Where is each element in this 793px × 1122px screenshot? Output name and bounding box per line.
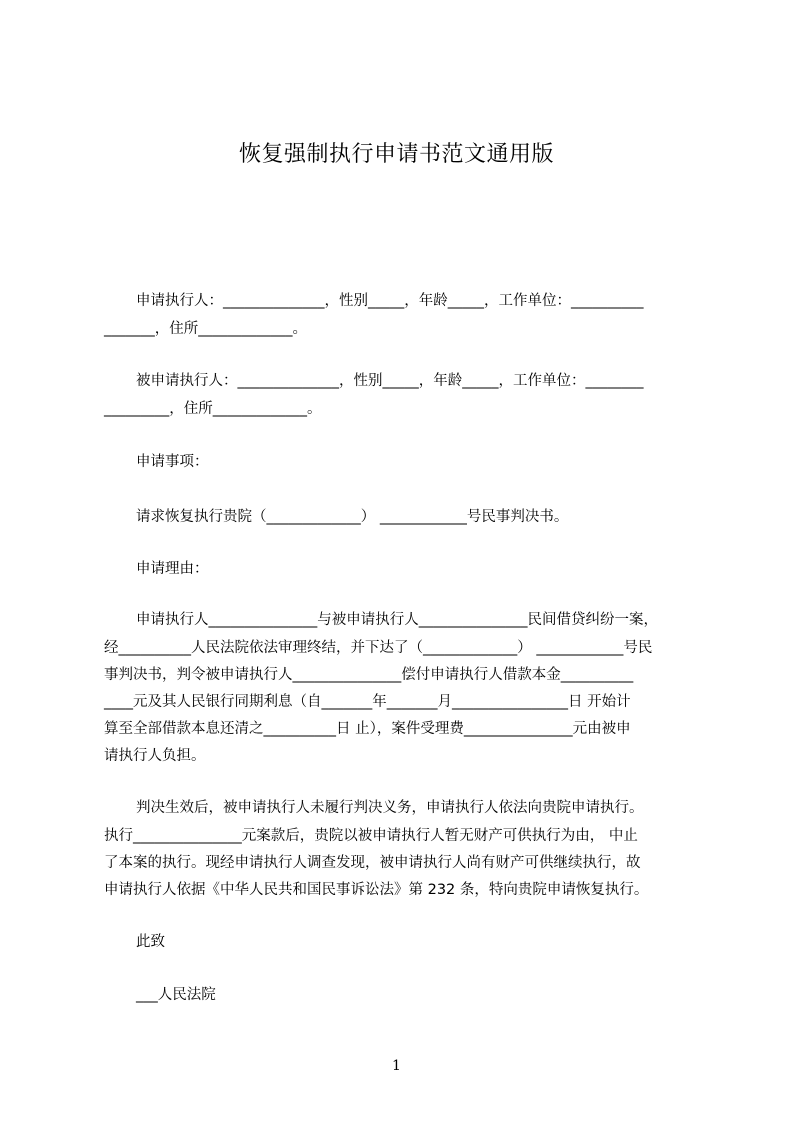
page-number: 1 xyxy=(392,1058,401,1074)
execution-line-4: 申请执行人依据《中华人民共和国民事诉讼法》第 232 条，特向贵院申请恢复执行。 xyxy=(104,882,649,898)
matters-heading: 申请事项： xyxy=(136,454,209,470)
reasons-line-6: 请执行人负担。 xyxy=(104,748,206,764)
applicant-line-2: _______，住所_____________。 xyxy=(104,321,307,337)
closing-salutation: 此致 xyxy=(136,934,165,950)
request-line: 请求恢复执行贵院（_____________） ____________号民事判决书。 xyxy=(136,509,569,525)
execution-line-1: 判决生效后，被申请执行人未履行判决义务，申请执行人依法向贵院申请执行。 xyxy=(136,800,644,816)
reasons-line-5: 算至全部借款本息还清之__________日 止），案件受理费_______________元由被申 xyxy=(104,721,631,737)
applicant-line-1: 申请执行人：______________，性别_____，年龄_____，工作单位：__________ xyxy=(136,293,644,309)
reasons-line-2: 经__________人民法院依法审理终结，并下达了（_____________） ____________号民 xyxy=(104,640,653,656)
court-addressee: ___人民法院 xyxy=(136,987,216,1003)
execution-line-3: 了本案的执行。现经申请执行人调查发现，被申请执行人尚有财产可供继续执行，故 xyxy=(104,855,641,871)
reasons-line-4: ____元及其人民银行同期利息（自_______年_______月________________日 开始计 xyxy=(104,694,631,710)
reasons-line-1: 申请执行人_______________与被申请执行人_______________民间借贷纠纷一案， xyxy=(136,612,658,628)
reasons-line-3: 事判决书，判令被申请执行人_______________偿付申请执行人借款本金__________ xyxy=(104,667,634,683)
respondent-line-1: 被申请执行人：______________，性别_____，年龄_____，工作单位：________ xyxy=(136,373,644,389)
document-title: 恢复强制执行申请书范文通用版 xyxy=(238,142,554,167)
execution-line-2: 执行_______________元案款后，贵院以被申请执行人暂无财产可供执行为由， 中止 xyxy=(104,828,638,844)
reasons-heading: 申请理由： xyxy=(136,561,209,577)
respondent-line-2: _________，住所_____________。 xyxy=(104,401,322,417)
